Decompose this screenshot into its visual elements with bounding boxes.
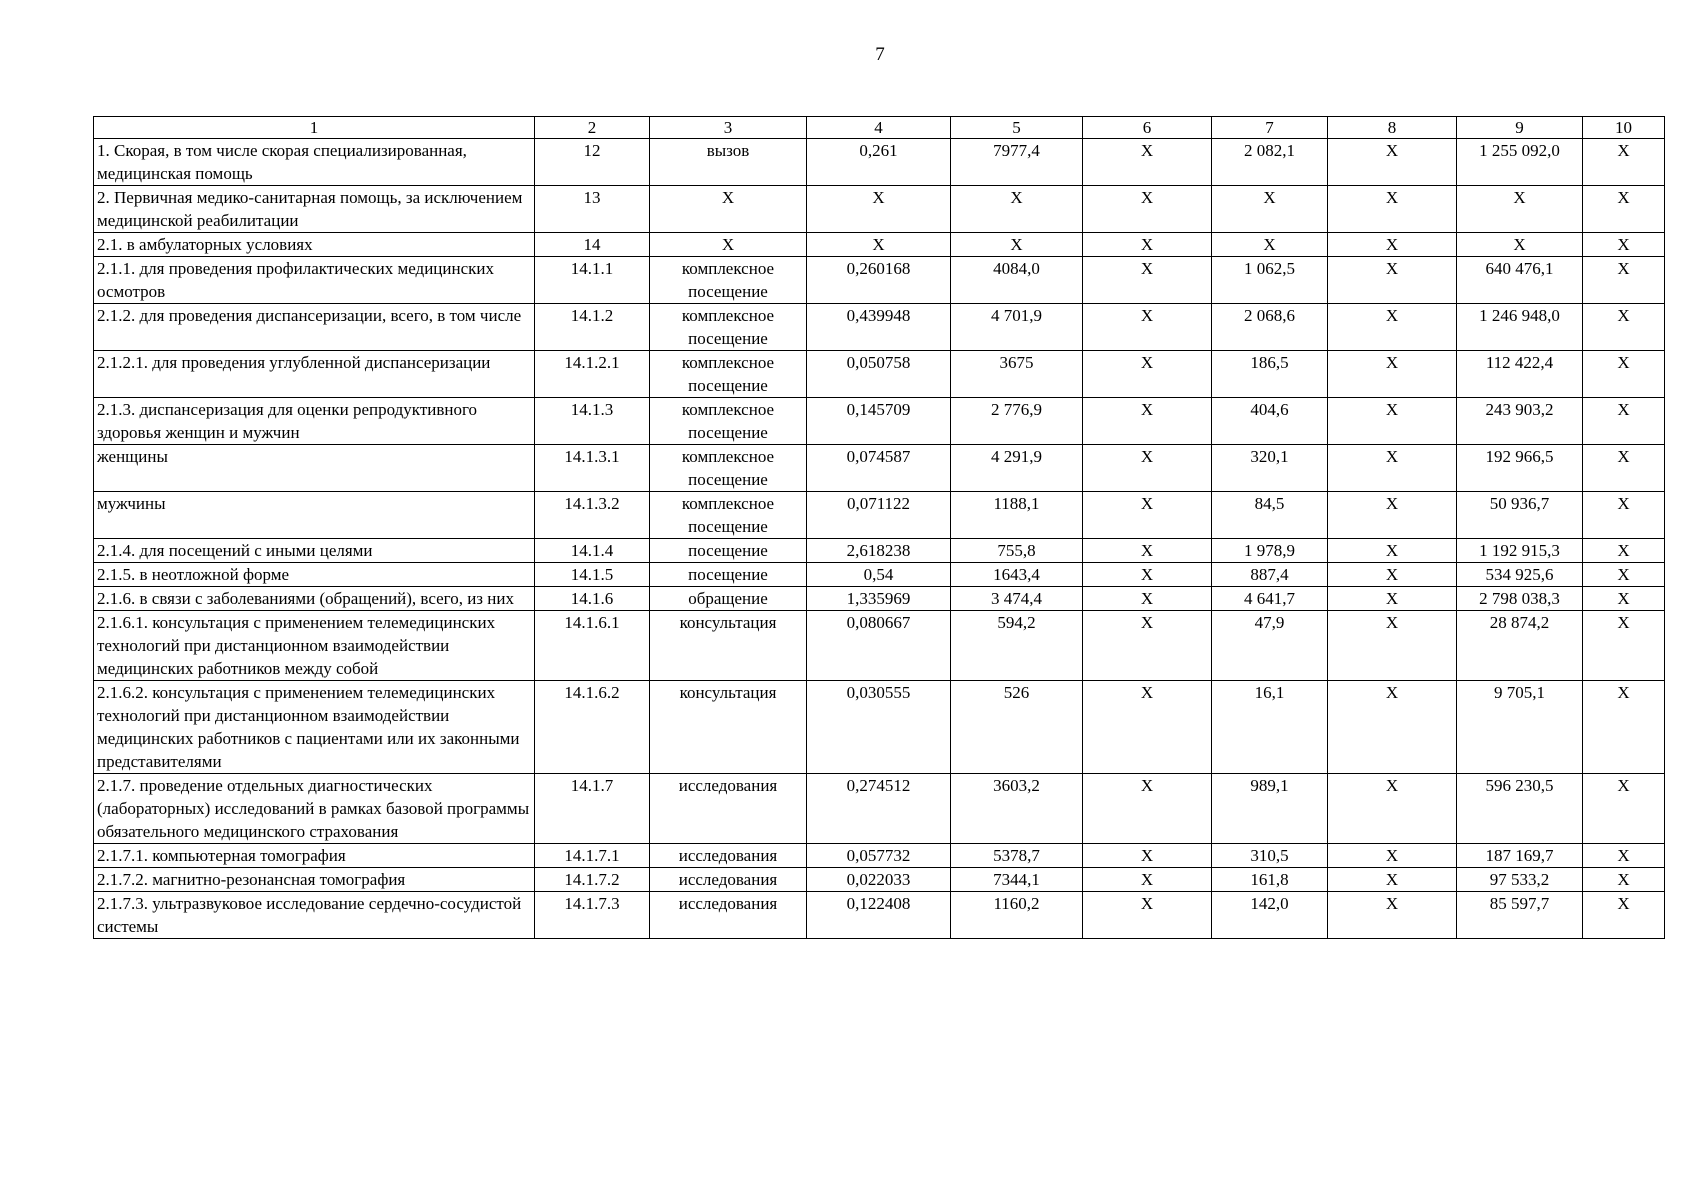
cell-per-capita: Х bbox=[1212, 186, 1328, 233]
cell-col-8: Х bbox=[1328, 186, 1457, 233]
table-row bbox=[94, 351, 1665, 398]
cell-name: 2.1.6. в связи с заболеваниями (обращений), всего, из них bbox=[94, 587, 535, 611]
cell-col-8: Х bbox=[1328, 611, 1457, 681]
cell-col-6: Х bbox=[1083, 587, 1212, 611]
table-row bbox=[94, 304, 1665, 351]
header-row bbox=[94, 117, 1665, 139]
cell-norm-volume: 2,618238 bbox=[807, 539, 951, 563]
cell-unit: Х bbox=[650, 233, 807, 257]
cell-col-6: Х bbox=[1083, 681, 1212, 774]
header-cell: 4 bbox=[807, 117, 951, 139]
cell-col-10: Х bbox=[1583, 539, 1665, 563]
cell-col-10: Х bbox=[1583, 844, 1665, 868]
cell-col-8: Х bbox=[1328, 398, 1457, 445]
cell-line-code: 14.1.7.3 bbox=[535, 892, 650, 939]
cell-col-8: Х bbox=[1328, 539, 1457, 563]
table-row bbox=[94, 587, 1665, 611]
cell-per-capita: 142,0 bbox=[1212, 892, 1328, 939]
header-cell: 9 bbox=[1457, 117, 1583, 139]
cell-col-10: Х bbox=[1583, 445, 1665, 492]
cell-line-code: 14.1.7 bbox=[535, 774, 650, 844]
cell-per-capita: 310,5 bbox=[1212, 844, 1328, 868]
cell-col-8: Х bbox=[1328, 774, 1457, 844]
cell-norm-cost: 7344,1 bbox=[951, 868, 1083, 892]
cell-per-capita: 404,6 bbox=[1212, 398, 1328, 445]
cell-norm-volume: 0,074587 bbox=[807, 445, 951, 492]
cell-unit: комплексное посещение bbox=[650, 257, 807, 304]
table-row bbox=[94, 563, 1665, 587]
cell-name: 2.1.1. для проведения профилактических медицинских осмотров bbox=[94, 257, 535, 304]
cell-total-cost: 1 192 915,3 bbox=[1457, 539, 1583, 563]
cell-norm-cost: 3675 bbox=[951, 351, 1083, 398]
cell-name: 2.1.2. для проведения диспансеризации, всего, в том числе bbox=[94, 304, 535, 351]
cell-per-capita: 2 068,6 bbox=[1212, 304, 1328, 351]
cell-col-8: Х bbox=[1328, 351, 1457, 398]
cell-col-10: Х bbox=[1583, 492, 1665, 539]
table-row bbox=[94, 233, 1665, 257]
cell-norm-volume: 0,050758 bbox=[807, 351, 951, 398]
cell-norm-volume: Х bbox=[807, 233, 951, 257]
cell-norm-volume: 0,54 bbox=[807, 563, 951, 587]
cell-line-code: 14.1.4 bbox=[535, 539, 650, 563]
cell-unit: исследования bbox=[650, 844, 807, 868]
cell-unit: комплексное посещение bbox=[650, 304, 807, 351]
cell-col-8: Х bbox=[1328, 868, 1457, 892]
cell-col-6: Х bbox=[1083, 398, 1212, 445]
header-cell: 1 bbox=[94, 117, 535, 139]
cell-unit: комплексное посещение bbox=[650, 445, 807, 492]
cell-total-cost: Х bbox=[1457, 186, 1583, 233]
cell-col-10: Х bbox=[1583, 868, 1665, 892]
cell-col-8: Х bbox=[1328, 492, 1457, 539]
header-cell: 2 bbox=[535, 117, 650, 139]
cell-norm-volume: 0,260168 bbox=[807, 257, 951, 304]
cell-name: 2.1.5. в неотложной форме bbox=[94, 563, 535, 587]
cell-unit: исследования bbox=[650, 774, 807, 844]
cell-line-code: 14.1.3 bbox=[535, 398, 650, 445]
cell-col-8: Х bbox=[1328, 892, 1457, 939]
cell-col-10: Х bbox=[1583, 233, 1665, 257]
cell-name: 2.1.7.3. ультразвуковое исследование сердечно-сосудистой системы bbox=[94, 892, 535, 939]
cell-col-6: Х bbox=[1083, 868, 1212, 892]
cell-norm-volume: 0,030555 bbox=[807, 681, 951, 774]
cell-unit: посещение bbox=[650, 563, 807, 587]
cell-total-cost: 192 966,5 bbox=[1457, 445, 1583, 492]
cell-total-cost: 187 169,7 bbox=[1457, 844, 1583, 868]
cell-col-10: Х bbox=[1583, 398, 1665, 445]
cell-unit: комплексное посещение bbox=[650, 398, 807, 445]
table-row bbox=[94, 611, 1665, 681]
cell-total-cost: 112 422,4 bbox=[1457, 351, 1583, 398]
header-cell: 3 bbox=[650, 117, 807, 139]
cell-norm-cost: 5378,7 bbox=[951, 844, 1083, 868]
cell-name: мужчины bbox=[94, 492, 535, 539]
cell-per-capita: 16,1 bbox=[1212, 681, 1328, 774]
cell-line-code: 14.1.5 bbox=[535, 563, 650, 587]
cell-norm-volume: 0,274512 bbox=[807, 774, 951, 844]
cell-norm-cost: Х bbox=[951, 233, 1083, 257]
cell-line-code: 14.1.6.2 bbox=[535, 681, 650, 774]
header-cell: 7 bbox=[1212, 117, 1328, 139]
cell-name: 2.1.2.1. для проведения углубленной диспансеризации bbox=[94, 351, 535, 398]
cell-per-capita: 161,8 bbox=[1212, 868, 1328, 892]
cell-norm-cost: 526 bbox=[951, 681, 1083, 774]
cell-col-6: Х bbox=[1083, 539, 1212, 563]
cell-total-cost: 243 903,2 bbox=[1457, 398, 1583, 445]
cell-norm-cost: 2 776,9 bbox=[951, 398, 1083, 445]
cell-line-code: 14.1.6 bbox=[535, 587, 650, 611]
cell-norm-cost: 3 474,4 bbox=[951, 587, 1083, 611]
page-number: 7 bbox=[875, 44, 885, 65]
cell-unit: комплексное посещение bbox=[650, 351, 807, 398]
table-row bbox=[94, 844, 1665, 868]
cell-line-code: 14.1.6.1 bbox=[535, 611, 650, 681]
cell-total-cost: 50 936,7 bbox=[1457, 492, 1583, 539]
cell-col-10: Х bbox=[1583, 186, 1665, 233]
cell-col-10: Х bbox=[1583, 257, 1665, 304]
cell-col-8: Х bbox=[1328, 139, 1457, 186]
table-row bbox=[94, 139, 1665, 186]
cell-col-8: Х bbox=[1328, 681, 1457, 774]
cell-unit: исследования bbox=[650, 892, 807, 939]
cell-total-cost: 85 597,7 bbox=[1457, 892, 1583, 939]
cell-norm-volume: Х bbox=[807, 186, 951, 233]
table-row bbox=[94, 398, 1665, 445]
cell-col-6: Х bbox=[1083, 233, 1212, 257]
cell-norm-cost: 1188,1 bbox=[951, 492, 1083, 539]
cell-col-6: Х bbox=[1083, 492, 1212, 539]
cell-per-capita: Х bbox=[1212, 233, 1328, 257]
cell-line-code: 14 bbox=[535, 233, 650, 257]
cell-col-10: Х bbox=[1583, 774, 1665, 844]
cell-norm-volume: 0,122408 bbox=[807, 892, 951, 939]
cell-line-code: 14.1.3.2 bbox=[535, 492, 650, 539]
cell-col-6: Х bbox=[1083, 844, 1212, 868]
cell-norm-cost: 4084,0 bbox=[951, 257, 1083, 304]
cell-norm-volume: 0,022033 bbox=[807, 868, 951, 892]
cell-unit: консультация bbox=[650, 681, 807, 774]
cell-norm-volume: 0,057732 bbox=[807, 844, 951, 868]
cell-col-10: Х bbox=[1583, 351, 1665, 398]
table-row bbox=[94, 539, 1665, 563]
cell-unit: консультация bbox=[650, 611, 807, 681]
cell-unit: посещение bbox=[650, 539, 807, 563]
cell-line-code: 14.1.7.2 bbox=[535, 868, 650, 892]
cell-total-cost: 1 255 092,0 bbox=[1457, 139, 1583, 186]
cell-name: 2.1.6.2. консультация с применением телемедицинских технологий при дистанционном взаимодействии медицинских работников с пациентами или их законными представителями bbox=[94, 681, 535, 774]
table-row bbox=[94, 681, 1665, 774]
cell-total-cost: 1 246 948,0 bbox=[1457, 304, 1583, 351]
cell-col-8: Х bbox=[1328, 257, 1457, 304]
cell-per-capita: 989,1 bbox=[1212, 774, 1328, 844]
cell-norm-volume: 0,439948 bbox=[807, 304, 951, 351]
cell-col-8: Х bbox=[1328, 844, 1457, 868]
cell-norm-cost: 4 291,9 bbox=[951, 445, 1083, 492]
cell-col-8: Х bbox=[1328, 233, 1457, 257]
cell-name: 2.1.7.1. компьютерная томография bbox=[94, 844, 535, 868]
cell-per-capita: 1 062,5 bbox=[1212, 257, 1328, 304]
cell-name: 2.1.4. для посещений с иными целями bbox=[94, 539, 535, 563]
cell-total-cost: 596 230,5 bbox=[1457, 774, 1583, 844]
cell-col-10: Х bbox=[1583, 611, 1665, 681]
table-row bbox=[94, 257, 1665, 304]
cell-total-cost: Х bbox=[1457, 233, 1583, 257]
header-cell: 8 bbox=[1328, 117, 1457, 139]
cell-norm-volume: 1,335969 bbox=[807, 587, 951, 611]
cell-total-cost: 28 874,2 bbox=[1457, 611, 1583, 681]
cell-col-6: Х bbox=[1083, 774, 1212, 844]
cell-col-6: Х bbox=[1083, 139, 1212, 186]
header-cell: 6 bbox=[1083, 117, 1212, 139]
cell-col-10: Х bbox=[1583, 139, 1665, 186]
cell-total-cost: 97 533,2 bbox=[1457, 868, 1583, 892]
table-row bbox=[94, 774, 1665, 844]
cell-line-code: 14.1.3.1 bbox=[535, 445, 650, 492]
cell-name: женщины bbox=[94, 445, 535, 492]
table-body bbox=[94, 117, 1665, 939]
cell-line-code: 14.1.7.1 bbox=[535, 844, 650, 868]
cell-line-code: 12 bbox=[535, 139, 650, 186]
cell-per-capita: 1 978,9 bbox=[1212, 539, 1328, 563]
cell-unit: обращение bbox=[650, 587, 807, 611]
cell-norm-cost: 1160,2 bbox=[951, 892, 1083, 939]
cell-per-capita: 4 641,7 bbox=[1212, 587, 1328, 611]
cell-name: 2.1.7. проведение отдельных диагностических (лабораторных) исследований в рамках базовой программы обязательного медицинского страхования bbox=[94, 774, 535, 844]
cell-name: 2.1. в амбулаторных условиях bbox=[94, 233, 535, 257]
cell-col-6: Х bbox=[1083, 611, 1212, 681]
cell-unit: комплексное посещение bbox=[650, 492, 807, 539]
cell-norm-cost: 755,8 bbox=[951, 539, 1083, 563]
cell-norm-cost: 4 701,9 bbox=[951, 304, 1083, 351]
table-row bbox=[94, 445, 1665, 492]
cell-name: 2.1.6.1. консультация с применением телемедицинских технологий при дистанционном взаимодействии медицинских работников между собой bbox=[94, 611, 535, 681]
cell-per-capita: 84,5 bbox=[1212, 492, 1328, 539]
cell-total-cost: 9 705,1 bbox=[1457, 681, 1583, 774]
cell-col-10: Х bbox=[1583, 563, 1665, 587]
cell-per-capita: 47,9 bbox=[1212, 611, 1328, 681]
cell-col-6: Х bbox=[1083, 892, 1212, 939]
cell-col-6: Х bbox=[1083, 257, 1212, 304]
header-cell: 5 bbox=[951, 117, 1083, 139]
cell-col-10: Х bbox=[1583, 587, 1665, 611]
cell-col-10: Х bbox=[1583, 681, 1665, 774]
cell-col-10: Х bbox=[1583, 892, 1665, 939]
cell-per-capita: 186,5 bbox=[1212, 351, 1328, 398]
cell-line-code: 14.1.2.1 bbox=[535, 351, 650, 398]
cell-col-8: Х bbox=[1328, 445, 1457, 492]
cell-norm-volume: 0,080667 bbox=[807, 611, 951, 681]
cell-name: 1. Скорая, в том числе скорая специализированная, медицинская помощь bbox=[94, 139, 535, 186]
cell-col-8: Х bbox=[1328, 587, 1457, 611]
cell-unit: вызов bbox=[650, 139, 807, 186]
cell-line-code: 14.1.2 bbox=[535, 304, 650, 351]
cell-norm-volume: 0,261 bbox=[807, 139, 951, 186]
cell-unit: исследования bbox=[650, 868, 807, 892]
cell-per-capita: 320,1 bbox=[1212, 445, 1328, 492]
header-cell: 10 bbox=[1583, 117, 1665, 139]
cell-col-8: Х bbox=[1328, 304, 1457, 351]
cell-total-cost: 534 925,6 bbox=[1457, 563, 1583, 587]
cell-line-code: 13 bbox=[535, 186, 650, 233]
cell-col-6: Х bbox=[1083, 186, 1212, 233]
cell-total-cost: 2 798 038,3 bbox=[1457, 587, 1583, 611]
cell-norm-cost: 1643,4 bbox=[951, 563, 1083, 587]
table-row bbox=[94, 186, 1665, 233]
table-row bbox=[94, 892, 1665, 939]
cell-per-capita: 2 082,1 bbox=[1212, 139, 1328, 186]
cell-col-6: Х bbox=[1083, 445, 1212, 492]
table-row bbox=[94, 492, 1665, 539]
cell-col-6: Х bbox=[1083, 304, 1212, 351]
data-table bbox=[93, 116, 1665, 939]
cell-norm-cost: 7977,4 bbox=[951, 139, 1083, 186]
cell-norm-volume: 0,071122 bbox=[807, 492, 951, 539]
cell-name: 2.1.7.2. магнитно-резонансная томография bbox=[94, 868, 535, 892]
cell-unit: Х bbox=[650, 186, 807, 233]
cell-norm-cost: 3603,2 bbox=[951, 774, 1083, 844]
cell-norm-cost: 594,2 bbox=[951, 611, 1083, 681]
cell-col-6: Х bbox=[1083, 563, 1212, 587]
cell-line-code: 14.1.1 bbox=[535, 257, 650, 304]
cell-name: 2.1.3. диспансеризация для оценки репродуктивного здоровья женщин и мужчин bbox=[94, 398, 535, 445]
cell-col-6: Х bbox=[1083, 351, 1212, 398]
cell-per-capita: 887,4 bbox=[1212, 563, 1328, 587]
cell-total-cost: 640 476,1 bbox=[1457, 257, 1583, 304]
cell-col-10: Х bbox=[1583, 304, 1665, 351]
cell-name: 2. Первичная медико-санитарная помощь, за исключением медицинской реабилитации bbox=[94, 186, 535, 233]
cell-norm-volume: 0,145709 bbox=[807, 398, 951, 445]
table-row bbox=[94, 868, 1665, 892]
cell-norm-cost: Х bbox=[951, 186, 1083, 233]
cell-col-8: Х bbox=[1328, 563, 1457, 587]
